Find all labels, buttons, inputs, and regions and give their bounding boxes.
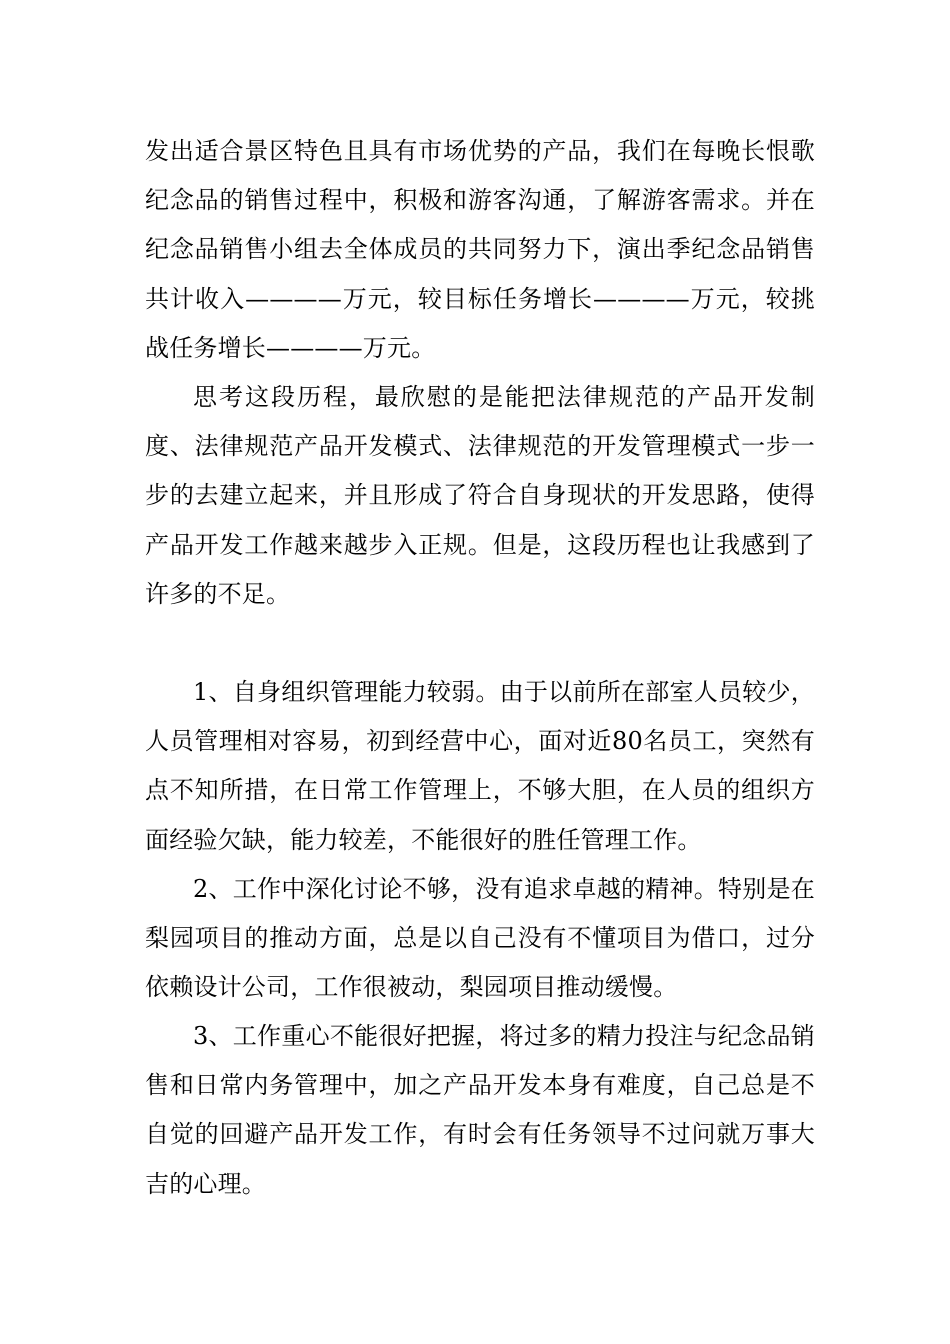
paragraph-shortcoming-1: 1、自身组织管理能力较弱。由于以前所在部室人员较少，人员管理相对容易，初到经营中心，面对近80名员工，突然有点不知所措，在日常工作管理上，不够大胆，在人员的组织方面经验欠缺，能力较差，不能很好的胜任管理工作。 <box>145 678 815 854</box>
paragraph-shortcoming-3: 3、工作重心不能很好把握，将过多的精力投注与纪念品销售和日常内务管理中，加之产品开发本身有难度，自己总是不自觉的回避产品开发工作，有时会有任务领导不过问就万事大吉的心理。 <box>145 1022 815 1198</box>
paragraph-sales-summary: 发出适合景区特色且具有市场优势的产品，我们在每晚长恨歌纪念品的销售过程中，积极和游客沟通，了解游客需求。并在纪念品销售小组去全体成员的共同努力下，演出季纪念品销售共计收入————万元，较目标任务增长————万元，较挑战任务增长————万元。 <box>145 137 815 362</box>
paragraph-shortcoming-2: 2、工作中深化讨论不够，没有追求卓越的精神。特别是在梨园项目的推动方面，总是以自己没有不懂项目为借口，过分依赖设计公司，工作很被动，梨园项目推动缓慢。 <box>145 875 815 1002</box>
paragraph-reflection: 思考这段历程，最欣慰的是能把法律规范的产品开发制度、法律规范产品开发模式、法律规范的开发管理模式一步一步的去建立起来，并且形成了符合自身现状的开发思路，使得产品开发工作越来越步入正规。但是，这段历程也让我感到了许多的不足。 <box>145 383 815 608</box>
